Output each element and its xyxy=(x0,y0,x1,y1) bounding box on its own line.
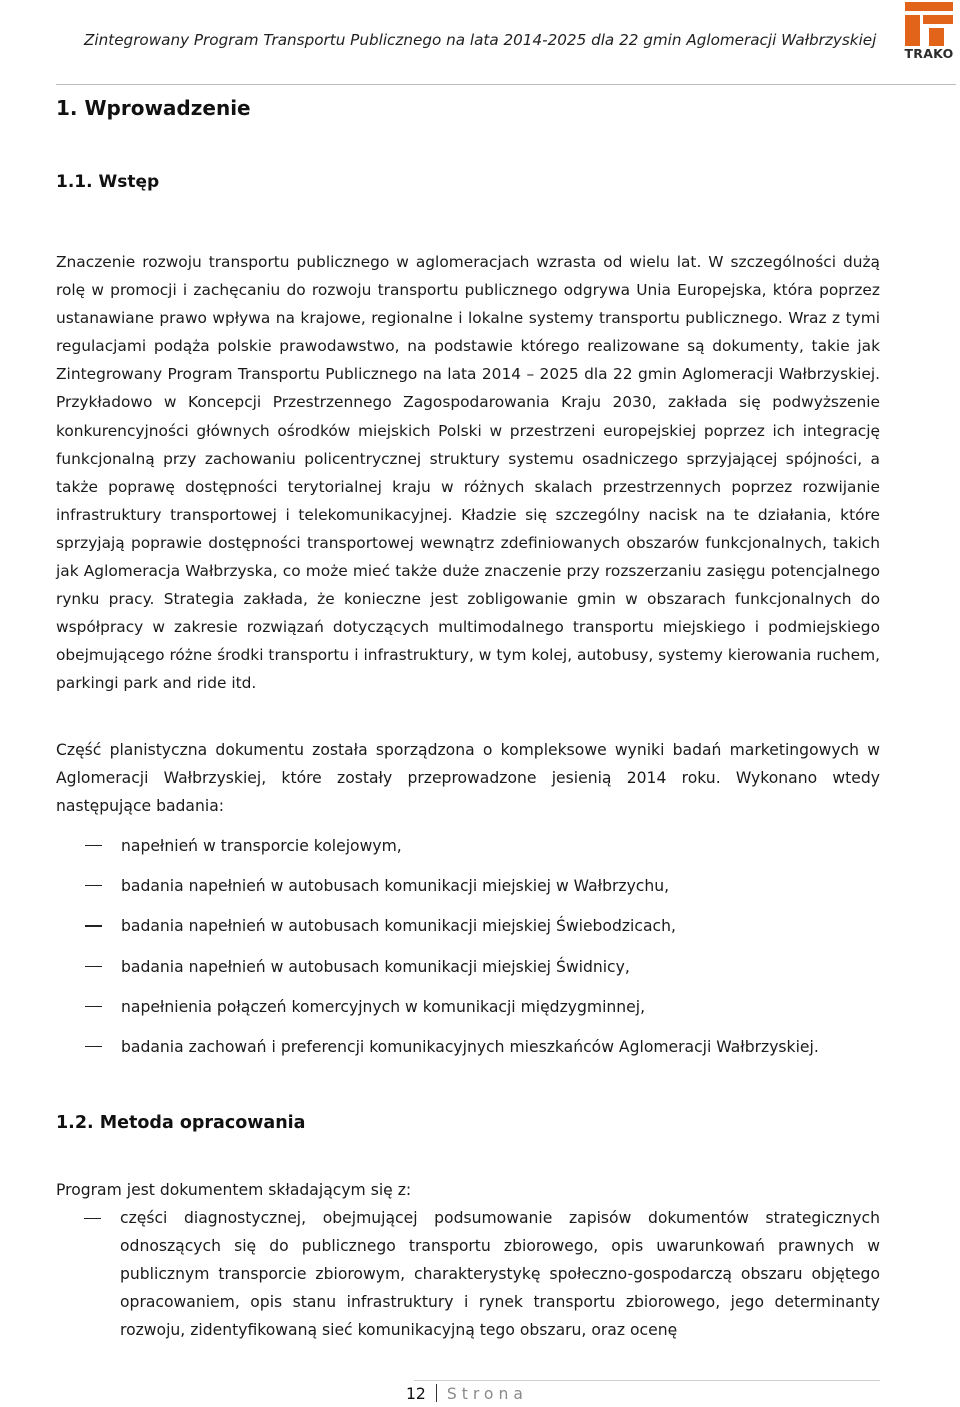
dash-bullet-icon xyxy=(85,966,102,967)
list-item: napełnień w transporcie kolejowym, xyxy=(56,830,916,870)
footer-divider xyxy=(414,1380,880,1381)
research-paragraph: Część planistyczna dokumentu została sporządzona o kompleksowe wyniki badań marketingowych w Aglomeracji Wałbrzyskiej, które zostały przeprowadzone jesienią 2014 roku. Wykonano wtedy następujące badania: xyxy=(56,741,880,816)
program-list xyxy=(56,1204,880,1344)
page-footer xyxy=(406,1384,528,1403)
trako-logo xyxy=(900,2,958,66)
list-item: badania zachowań i preferencji komunikacyjnych mieszkańców Aglomeracji Wałbrzyskiej. xyxy=(56,1031,916,1071)
list-item: części diagnostycznej, obejmującej podsumowanie zapisów dokumentów strategicznych odnoszących się do publicznego transportu zbiorowego, opis uwarunkowań prawnych w publicznym transporcie zbiorowym, charakterystykę społeczno-gospodarczą obszaru objętego opracowaniem, opis stanu infrastruktury i rynek transportu zbiorowego, jego determinanty rozwoju, zidentyfikowaną sieć komunikacyjną tego obszaru, oraz ocenę xyxy=(56,1204,880,1344)
list-item: badania napełnień w autobusach komunikacji miejskiej Świebodzicach, xyxy=(56,910,916,950)
trako-logo-icon xyxy=(900,2,958,46)
section-heading-method: 1.2. Metoda opracowania xyxy=(56,1113,306,1133)
header-divider xyxy=(56,84,956,85)
dash-bullet-icon xyxy=(85,845,102,846)
page-label: Strona xyxy=(446,1385,528,1403)
dash-bullet-icon xyxy=(85,1006,102,1007)
running-header-title: Zintegrowany Program Transportu Publicznego na lata 2014-2025 dla 22 gmin Aglomeracji Wałbrzyskiej xyxy=(84,31,877,49)
research-list xyxy=(56,830,916,1071)
page-header xyxy=(0,0,960,86)
trako-logo-text: TRAKO xyxy=(904,46,954,61)
dash-bullet-icon xyxy=(85,1046,102,1047)
page-number: 12 xyxy=(406,1385,426,1403)
footer-separator xyxy=(436,1384,437,1402)
intro-paragraph: Znaczenie rozwoju transportu publicznego w aglomeracjach wzrasta od wielu lat. W szczególności dużą rolę w promocji i zachęcaniu do rozwoju transportu publicznego odgrywa Unia Europejska, która poprzez ustanawiane prawo wpływa na krajowe, regionalne i lokalne systemy transportu publicznego. Wraz z tymi regulacjami podąża polskie prawodawstwo, na podstawie którego realizowane są dokumenty, takie jak Zintegrowany Program Transportu Publicznego na lata 2014 – 2025 dla 22 gmin Aglomeracji Wałbrzyskiej. Przykładowo w Koncepcji Przestrzennego Zagospodarowania Kraju 2030, zakłada się podwyższenie konkurencyjności głównych ośrodków miejskich Polski w przestrzeni europejskiej poprzez ich integrację funkcjonalną przy zachowaniu policentrycznej struktury systemu osadniczego sprzyjającej spójności, a także poprawę dostępności terytorialnej kraju w różnych skalach przestrzennych poprzez rozwijanie infrastruktury transportowej i telekomunikacyjnej. Kładzie się szczególny nacisk na te działania, które sprzyjają poprawie dostępności transportowej wewnątrz zdefiniowanych obszarów funkcjonalnych, takich jak Aglomeracja Wałbrzyska, co może mieć także duże znaczenie przy rozszerzaniu zasięgu potencjalnego rynku pracy. Strategia zakłada, że konieczne jest zobligowanie gmin w obszarach funkcjonalnych do współpracy w zakresie rozwiązań dotyczących multimodalnego transportu miejskiego i podmiejskiego obejmującego różne środki transportu i infrastruktury, w tym kolej, autobusy, systemy kierowania ruchem, parkingi park and ride itd. xyxy=(56,253,880,693)
program-intro-paragraph: Program jest dokumentem składającym się z: xyxy=(56,1181,412,1199)
list-item: badania napełnień w autobusach komunikacji miejskiej Świdnicy, xyxy=(56,951,916,991)
list-item: badania napełnień w autobusach komunikacji miejskiej w Wałbrzychu, xyxy=(56,870,916,910)
chapter-heading: 1. Wprowadzenie xyxy=(56,96,251,120)
section-heading-intro: 1.1. Wstęp xyxy=(56,172,160,192)
dash-bullet-icon xyxy=(85,885,102,886)
list-item: napełnienia połączeń komercyjnych w komunikacji międzygminnej, xyxy=(56,991,916,1031)
dash-bullet-icon xyxy=(84,1218,101,1219)
dash-bullet-icon xyxy=(85,925,102,926)
